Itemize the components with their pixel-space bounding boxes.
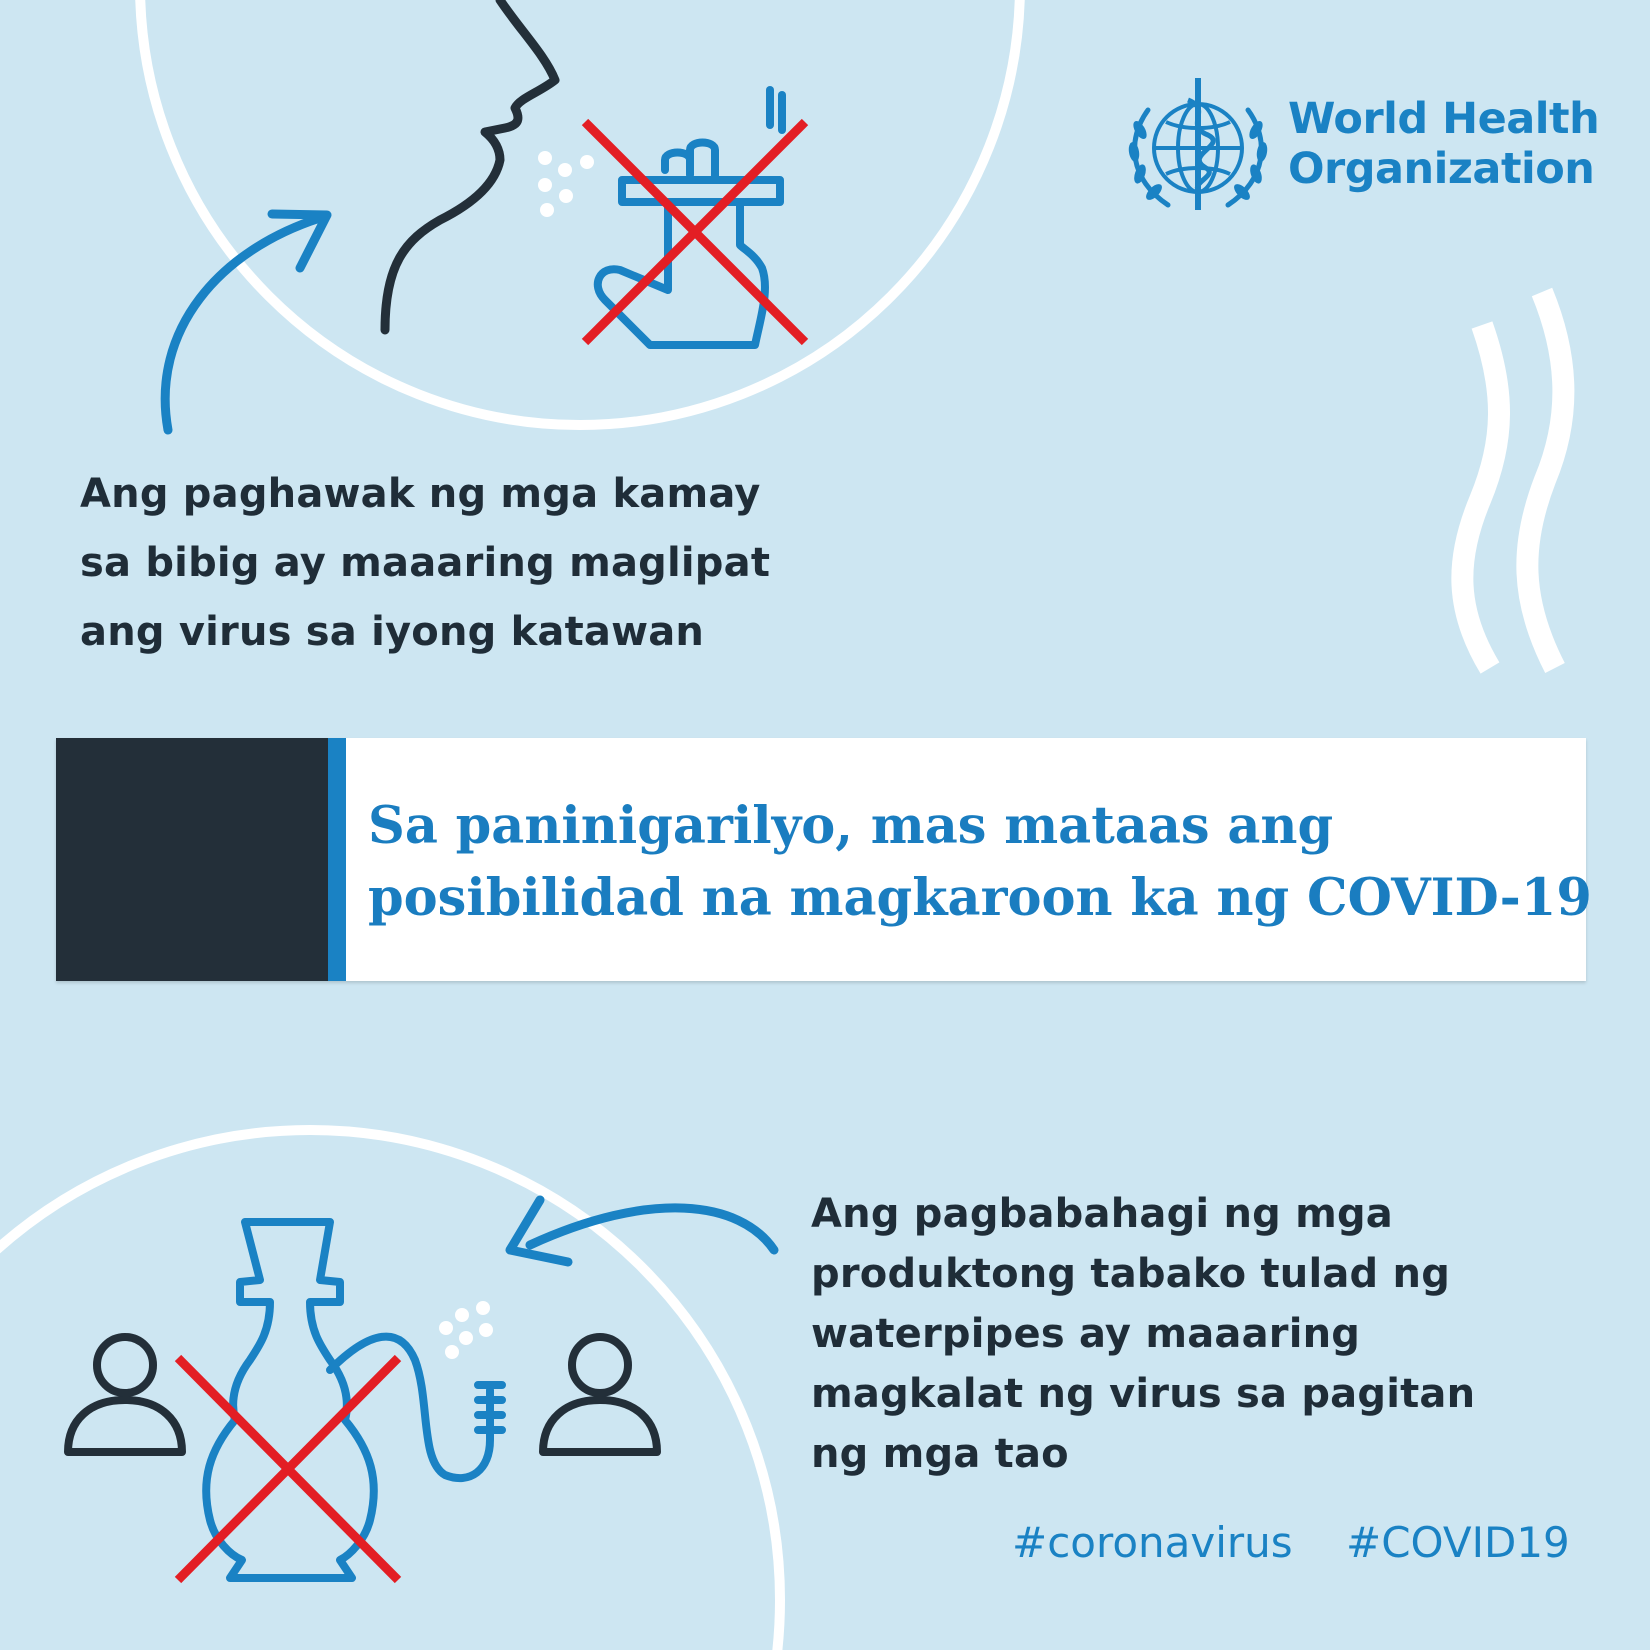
- headline-line: posibilidad na magkaroon ka ng COVID-19: [368, 868, 1592, 928]
- who-name: [1288, 94, 1599, 194]
- banner-accent-bar: [328, 738, 346, 981]
- bottom-caption-line: waterpipes ay maaaring: [811, 1311, 1361, 1357]
- person-icon: [68, 1337, 182, 1452]
- top-caption-line: ang virus sa iyong katawan: [80, 609, 705, 655]
- droplets-icon: [538, 151, 594, 217]
- curved-arrow-icon: [510, 1200, 774, 1262]
- top-caption-line: sa bibig ay maaaring maglipat: [80, 540, 771, 586]
- top-caption: [80, 460, 770, 667]
- hashtag-covid19[interactable]: #COVID19: [1346, 1518, 1570, 1567]
- person-icon: [543, 1337, 657, 1452]
- who-logo[interactable]: [1118, 70, 1600, 220]
- headline-line: Sa paninigarilyo, mas mataas ang: [368, 796, 1334, 856]
- bottom-caption: [811, 1184, 1475, 1484]
- face-profile-icon: [385, 0, 555, 330]
- bottom-caption-line: produktong tabako tulad ng: [811, 1251, 1451, 1297]
- who-name-line-1: World Health: [1288, 94, 1600, 144]
- banner-dark-block: [56, 738, 328, 981]
- headline: [368, 790, 1592, 934]
- headline-banner: [56, 738, 1592, 981]
- smoke-wave-icon: [1462, 292, 1563, 668]
- hashtag-coronavirus[interactable]: #coronavirus: [1012, 1518, 1293, 1567]
- bottom-caption-line: ng mga tao: [811, 1431, 1069, 1477]
- top-caption-line: Ang paghawak ng mga kamay: [80, 471, 761, 517]
- bottom-caption-line: Ang pagbabahagi ng mga: [811, 1191, 1393, 1237]
- red-cross-icon: [585, 122, 805, 342]
- droplets-icon: [439, 1301, 493, 1359]
- who-emblem-icon: [1118, 70, 1278, 220]
- who-name-line-2: Organization: [1288, 144, 1595, 194]
- bottom-caption-line: magkalat ng virus sa pagitan: [811, 1371, 1476, 1417]
- hashtags: [1012, 1518, 1570, 1567]
